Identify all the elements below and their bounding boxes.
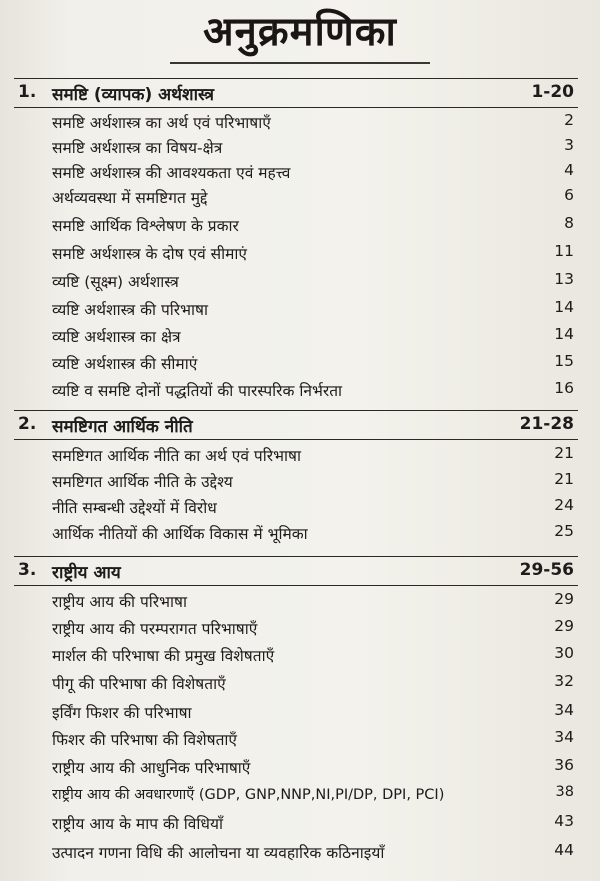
toc-entry[interactable] [0, 754, 600, 778]
entry-page: 36 [554, 756, 574, 774]
entry-page: 30 [554, 644, 574, 662]
entry-text: अर्थव्यवस्था में समष्टिगत मुद्दे [52, 189, 208, 207]
entry-text: समष्टिगत आर्थिक नीति के उद्देश्य [52, 473, 233, 491]
entry-text: समष्टि अर्थशास्त्र का अर्थ एवं परिभाषाएँ [52, 114, 271, 132]
entry-page: 8 [564, 214, 574, 232]
entry-page: 43 [554, 812, 574, 830]
section-number: 1. [18, 82, 37, 102]
section-pages: 29-56 [519, 560, 574, 580]
entry-page: 13 [554, 270, 574, 288]
entry-text: राष्ट्रीय आय के माप की विधियाँ [52, 815, 223, 833]
entry-page: 11 [554, 242, 574, 260]
entry-text: व्यष्टि व समष्टि दोनों पद्धतियों की पारस्परिक निर्भरता [52, 382, 343, 400]
entry-page: 15 [554, 352, 574, 370]
toc-entry[interactable] [0, 350, 600, 374]
entry-page: 29 [554, 590, 574, 608]
entry-text: व्यष्टि (सूक्ष्म) अर्थशास्त्र [52, 273, 179, 291]
entry-page: 2 [564, 111, 574, 129]
entry-page: 21 [554, 444, 574, 462]
toc-entry[interactable] [0, 839, 600, 863]
entry-page: 38 [555, 784, 574, 800]
entry-page: 6 [564, 186, 574, 204]
entry-text: इर्विंग फिशर की परिभाषा [52, 704, 192, 722]
toc-entry[interactable] [0, 323, 600, 347]
toc-entry[interactable] [0, 642, 600, 666]
toc-entry[interactable] [0, 159, 600, 183]
toc-entry[interactable] [0, 494, 600, 518]
entry-text: व्यष्टि अर्थशास्त्र का क्षेत्र [52, 328, 181, 346]
toc-entry[interactable] [0, 109, 600, 133]
entry-text: व्यष्टि अर्थशास्त्र की सीमाएं [52, 355, 198, 373]
toc-entry[interactable] [0, 468, 600, 492]
section-rule [14, 439, 578, 440]
entry-text: उत्पादन गणना विधि की आलोचना या व्यवहारिक कठिनाइयाँ [52, 844, 385, 862]
toc-entry[interactable] [0, 699, 600, 723]
toc-entry[interactable] [0, 296, 600, 320]
entry-page: 34 [554, 728, 574, 746]
entry-text: राष्ट्रीय आय की परिभाषा [52, 593, 187, 611]
section-rule [14, 107, 578, 108]
toc-entry[interactable] [0, 670, 600, 694]
section-title: राष्ट्रीय आय [52, 563, 121, 583]
page-title: अनुक्रमणिका [203, 9, 397, 55]
toc-entry[interactable] [0, 240, 600, 264]
toc-entry[interactable] [0, 520, 600, 544]
section-number: 2. [18, 414, 37, 434]
entry-text: राष्ट्रीय आय की अवधारणाएँ (GDP, GNP,NNP,NI,PI/DP, DPI, PCI) [52, 787, 445, 803]
toc-entry[interactable] [0, 726, 600, 750]
section-3-heading [0, 556, 600, 586]
entry-text: आर्थिक नीतियों की आर्थिक विकास में भूमिका [52, 525, 308, 543]
entry-text: राष्ट्रीय आय की आधुनिक परिभाषाएँ [52, 759, 251, 777]
toc-entry[interactable] [0, 268, 600, 292]
toc-entry[interactable] [0, 212, 600, 236]
section-2-heading [0, 410, 600, 440]
entry-page: 34 [554, 701, 574, 719]
toc-entry[interactable] [0, 810, 600, 834]
section-rule [14, 556, 578, 557]
section-1-heading [0, 78, 600, 108]
entry-page: 3 [564, 136, 574, 154]
toc-entry[interactable] [0, 377, 600, 401]
entry-text: समष्टि अर्थशास्त्र का विषय-क्षेत्र [52, 139, 223, 157]
entry-text: मार्शल की परिभाषा की प्रमुख विशेषताएँ [52, 647, 275, 665]
entry-page: 4 [564, 161, 574, 179]
entry-text: समष्टिगत आर्थिक नीति का अर्थ एवं परिभाषा [52, 447, 301, 465]
section-number: 3. [18, 560, 37, 580]
entry-page: 25 [554, 522, 574, 540]
entry-text: पीगू की परिभाषा की विशेषताएँ [52, 675, 226, 693]
toc-entry[interactable] [0, 615, 600, 639]
section-pages: 21-28 [519, 414, 574, 434]
entry-page: 21 [554, 470, 574, 488]
section-rule [14, 78, 578, 79]
entry-text: समष्टि आर्थिक विश्लेषण के प्रकार [52, 217, 239, 235]
section-rule [14, 410, 578, 411]
entry-page: 32 [554, 672, 574, 690]
section-title: समष्टि (व्यापक) अर्थशास्त्र [52, 85, 214, 105]
entry-text: व्यष्टि अर्थशास्त्र की परिभाषा [52, 301, 208, 319]
entry-text: राष्ट्रीय आय की परम्परागत परिभाषाएँ [52, 620, 258, 638]
toc-entry[interactable] [0, 782, 600, 806]
entry-page: 44 [554, 841, 574, 859]
title-underline [170, 62, 430, 64]
section-title: समष्टिगत आर्थिक नीति [52, 417, 193, 437]
entry-page: 29 [554, 617, 574, 635]
entry-page: 16 [554, 379, 574, 397]
entry-page: 24 [554, 496, 574, 514]
entry-page: 14 [554, 298, 574, 316]
toc-entry[interactable] [0, 588, 600, 612]
entry-text: समष्टि अर्थशास्त्र के दोष एवं सीमाएं [52, 245, 247, 263]
entry-text: नीति सम्बन्धी उद्देश्यों में विरोध [52, 499, 217, 517]
entry-text: समष्टि अर्थशास्त्र की आवश्यकता एवं महत्त्व [52, 164, 291, 182]
entry-text: फिशर की परिभाषा की विशेषताएँ [52, 731, 237, 749]
toc-entry[interactable] [0, 134, 600, 158]
section-rule [14, 585, 578, 586]
section-pages: 1-20 [531, 82, 574, 102]
toc-entry[interactable] [0, 442, 600, 466]
entry-page: 14 [554, 325, 574, 343]
toc-entry[interactable] [0, 184, 600, 208]
